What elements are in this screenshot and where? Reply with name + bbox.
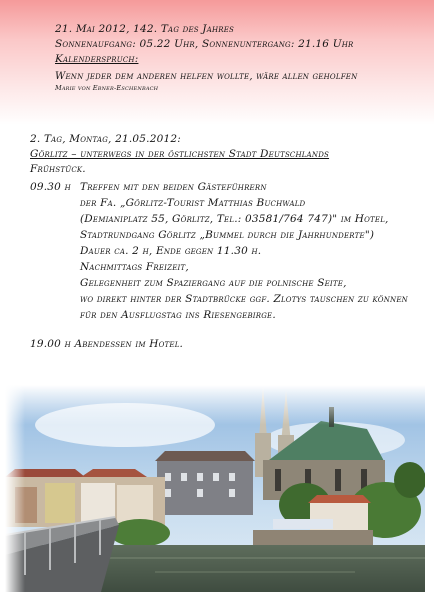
day-header (55, 22, 425, 93)
goerlitz-river-photo-icon (5, 385, 425, 592)
date-line: 21. Mai 2012, 142. Tag des Jahres (55, 23, 235, 35)
program-line: (Demianiplatz 55, Görlitz, Tel.: 03581/764 747)" im Hotel, (80, 213, 389, 225)
calendar-quote: Wenn jeder dem anderen helfen wollte, wäre allen geholfen (55, 71, 358, 82)
day-section (30, 132, 425, 177)
breakfast-line: Frühstück. (30, 163, 86, 175)
program-line: Dauer ca. 2 h, Ende gegen 11.30 h. (80, 245, 262, 257)
sun-times-line: Sonnenaufgang: 05.22 Uhr, Sonnenuntergang: 21.16 Uhr (55, 38, 354, 50)
program-line: Stadtrundgang Görlitz „Bummel durch die Jahrhunderte") (80, 229, 375, 241)
day-subtitle: Görlitz – unterwegs in der östlichsten Stadt Deutschlands (30, 148, 330, 160)
program-line: für den Ausflugstag ins Riesengebirge. (80, 309, 276, 321)
program-line: wo direkt hinter der Stadtbrücke ggf. Zlotys tauschen zu können (80, 293, 408, 305)
calendar-saying-label: Kalenderspruch: (55, 53, 139, 65)
program-line: Nachmittags Freizeit, (80, 261, 189, 273)
program-line: Treffen mit den beiden Gästeführern (80, 181, 267, 193)
program-time: 09.30 h (30, 181, 71, 193)
quote-author: Marie von Ebner-Eschenbach (55, 84, 159, 92)
dinner-line: 19.00 h Abendessen im Hotel. (30, 338, 184, 350)
day-title: 2. Tag, Montag, 21.05.2012: (30, 133, 181, 145)
program-line: der Fa. „Görlitz-Tourist Matthias Buchwald (80, 197, 306, 209)
program-line: Gelegenheit zum Spaziergang auf die polnische Seite, (80, 277, 347, 289)
goerlitz-photo (5, 385, 425, 592)
